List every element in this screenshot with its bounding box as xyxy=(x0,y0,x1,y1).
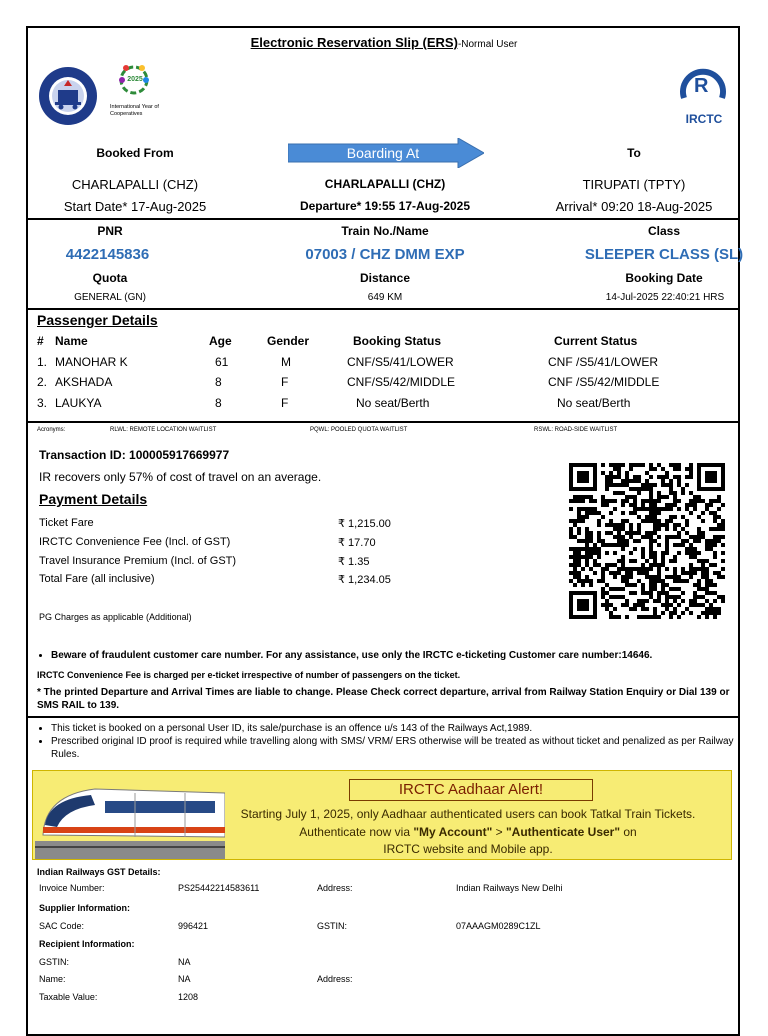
current-status: CNF /S5/42/MIDDLE xyxy=(548,375,660,389)
gstin-label: GSTIN: xyxy=(317,921,348,931)
coop-logo-year: 2025 xyxy=(127,76,143,83)
banner-line-1: Starting July 1, 2025, only Aadhaar authenticated users can book Tatkal Train Tickets. xyxy=(240,807,696,821)
taxable-value-label: Taxable Value: xyxy=(39,992,98,1002)
my-account-text: "My Account" xyxy=(413,825,493,839)
sac-label: SAC Code: xyxy=(39,921,85,931)
header xyxy=(0,34,768,52)
aadhaar-alert-banner[interactable] xyxy=(32,770,732,860)
row-number: 2. xyxy=(37,375,48,389)
insurance-value: ₹ 1.35 xyxy=(338,556,370,568)
col-gender: Gender xyxy=(267,334,310,348)
address-value: Indian Railways New Delhi xyxy=(456,883,563,893)
divider xyxy=(26,308,740,310)
current-status: CNF /S5/41/LOWER xyxy=(548,355,659,369)
booking-date-value: 14-Jul-2025 22:40:21 HRS xyxy=(605,292,725,303)
recipient-address-label: Address: xyxy=(317,974,353,984)
departure-time: Departure* 19:55 17-Aug-2025 xyxy=(299,199,471,213)
total-fare-value: ₹ 1,234.05 xyxy=(338,574,391,586)
class-value: SLEEPER CLASS (SL) xyxy=(584,246,744,263)
acronym-pqwl: PQWL: POOLED QUOTA WAITLIST xyxy=(310,427,408,433)
row-number: 1. xyxy=(37,355,48,369)
from-station: CHARLAPALLI (CHZ) xyxy=(71,177,199,192)
total-fare-label: Total Fare (all inclusive) xyxy=(39,573,155,585)
supplier-heading: Supplier Information: xyxy=(39,903,130,913)
fraud-notice-text: • Beware of fraudulent customer care number. For any assistance, use only the IRCTC e-ticketing Customer care number:14646. xyxy=(51,650,737,661)
divider xyxy=(26,716,740,718)
passenger-gender: F xyxy=(281,396,289,410)
indian-railways-logo xyxy=(38,66,98,126)
distance-label: Distance xyxy=(359,271,411,285)
authenticate-user-text: "Authenticate User" xyxy=(505,825,621,839)
divider xyxy=(26,421,740,423)
train-value: 07003 / CHZ DMM EXP xyxy=(305,246,465,263)
class-label: Class xyxy=(647,224,681,238)
to-label: To xyxy=(627,146,641,160)
passenger-name: AKSHADA xyxy=(55,375,113,389)
gstin-value: 07AAAGM0289C1ZL xyxy=(456,921,541,931)
recovery-note: IR recovers only 57% of cost of travel on an average. xyxy=(39,470,322,484)
invoice-label: Invoice Number: xyxy=(39,883,105,893)
passenger-age: 8 xyxy=(215,375,222,389)
pg-charges-note: PG Charges as applicable (Additional) xyxy=(39,612,192,622)
fraud-notice xyxy=(37,650,737,661)
col-name: Name xyxy=(55,334,88,348)
table-row xyxy=(37,396,737,412)
banner-line-2 xyxy=(213,825,723,839)
svg-text:R: R xyxy=(694,75,709,97)
booking-status: CNF/S5/42/MIDDLE xyxy=(347,375,456,389)
gst-heading: Indian Railways GST Details: xyxy=(37,867,161,877)
booked-from-label: Booked From xyxy=(96,146,174,160)
banner-line-2-end: on xyxy=(620,825,637,839)
banner-separator: > xyxy=(492,825,506,839)
passenger-gender: F xyxy=(281,375,289,389)
passenger-heading: Passenger Details xyxy=(37,312,158,328)
qr-code xyxy=(568,462,726,620)
convenience-fee-notice: IRCTC Convenience Fee is charged per e-ticket irrespective of number of passengers on the ticket. xyxy=(37,670,461,680)
id-proof-notice: • Prescribed original ID proof is required while travelling along with SMS/ VRM/ ERS otherwise will be treated as without ticket and penalized as per Railway Rules. xyxy=(51,735,737,761)
col-age: Age xyxy=(209,334,232,348)
recipient-gstin-value: NA xyxy=(178,957,191,967)
passenger-gender: M xyxy=(281,355,291,369)
col-number: # xyxy=(37,334,44,348)
recipient-heading: Recipient Information: xyxy=(39,939,135,949)
invoice-value: PS25442214583611 xyxy=(178,883,260,893)
train-label: Train No./Name xyxy=(341,224,429,238)
boarding-label: Boarding At xyxy=(346,145,420,161)
col-current-status: Current Status xyxy=(554,334,638,348)
banner-line-2-text: Authenticate now via xyxy=(299,825,414,839)
divider xyxy=(26,218,740,220)
quota-value: GENERAL (GN) xyxy=(74,292,146,303)
table-row xyxy=(37,355,737,371)
booking-status: CNF/S5/41/LOWER xyxy=(347,355,454,369)
acronyms-label: Acronyms: xyxy=(37,427,66,433)
col-booking-status: Booking Status xyxy=(353,334,442,348)
page-title: Electronic Reservation Slip (ERS) xyxy=(250,35,458,50)
row-number: 3. xyxy=(37,396,48,410)
acronym-rlwl: RLWL: REMOTE LOCATION WAITLIST xyxy=(110,427,217,433)
legal-notices xyxy=(37,722,737,761)
irctc-logo-text: IRCTC xyxy=(685,112,723,126)
pnr-value: 4422145836 xyxy=(65,246,150,263)
convenience-fee-label: IRCTC Convenience Fee (Incl. of GST) xyxy=(39,536,231,548)
passenger-age: 8 xyxy=(215,396,222,410)
address-label: Address: xyxy=(317,883,353,893)
passenger-name: LAUKYA xyxy=(55,396,102,410)
fare-label: Ticket Fare xyxy=(39,517,94,529)
passenger-table-header xyxy=(37,334,737,350)
banner-title-box xyxy=(349,779,593,801)
boarding-arrow xyxy=(288,138,484,168)
sac-value: 996421 xyxy=(178,921,209,931)
quota-label: Quota xyxy=(92,271,128,285)
booking-status: No seat/Berth xyxy=(356,396,430,410)
transaction-id: Transaction ID: 100005917669977 xyxy=(39,448,230,462)
page-subtitle: -Normal User xyxy=(457,39,518,50)
personal-id-notice: • This ticket is booked on a personal User ID, its sale/purchase is an offence u/s 143 of the Railways Act,1989. xyxy=(51,722,737,735)
passenger-name: MANOHAR K xyxy=(55,355,128,369)
to-station: TIRUPATI (TPTY) xyxy=(582,177,686,192)
arrival-time: Arrival* 09:20 18-Aug-2025 xyxy=(555,199,713,214)
boarding-station: CHARLAPALLI (CHZ) xyxy=(324,177,446,191)
payment-heading: Payment Details xyxy=(39,491,148,507)
taxable-value: 1208 xyxy=(178,992,199,1002)
fare-value: ₹ 1,215.00 xyxy=(338,518,391,530)
irctc-logo xyxy=(674,58,734,130)
acronym-rswl: RSWL: ROAD-SIDE WAITLIST xyxy=(534,427,618,433)
recipient-name-label: Name: xyxy=(39,974,66,984)
coop-logo-text: International Year of Cooperatives xyxy=(110,104,159,117)
recipient-name-value: NA xyxy=(178,974,191,984)
banner-line-3: IRCTC website and Mobile app. xyxy=(383,842,553,856)
banner-title: IRCTC Aadhaar Alert! xyxy=(398,781,544,798)
train-illustration xyxy=(35,775,225,859)
recipient-gstin-label: GSTIN: xyxy=(39,957,70,967)
cooperatives-logo xyxy=(110,62,170,126)
start-date: Start Date* 17-Aug-2025 xyxy=(63,199,207,214)
passenger-age: 61 xyxy=(215,355,229,369)
distance-value: 649 KM xyxy=(367,292,403,303)
timing-notice: * The printed Departure and Arrival Times are liable to change. Please Check correct departure, arrival from Railway Station Enquiry or Dial 139 or SMS RAIL to 139. xyxy=(37,687,730,711)
current-status: No seat/Berth xyxy=(557,396,631,410)
convenience-fee-value: ₹ 17.70 xyxy=(338,537,376,549)
booking-date-label: Booking Date xyxy=(625,271,703,285)
insurance-label: Travel Insurance Premium (Incl. of GST) xyxy=(39,555,237,567)
pnr-label: PNR xyxy=(97,224,123,238)
table-row xyxy=(37,375,737,391)
